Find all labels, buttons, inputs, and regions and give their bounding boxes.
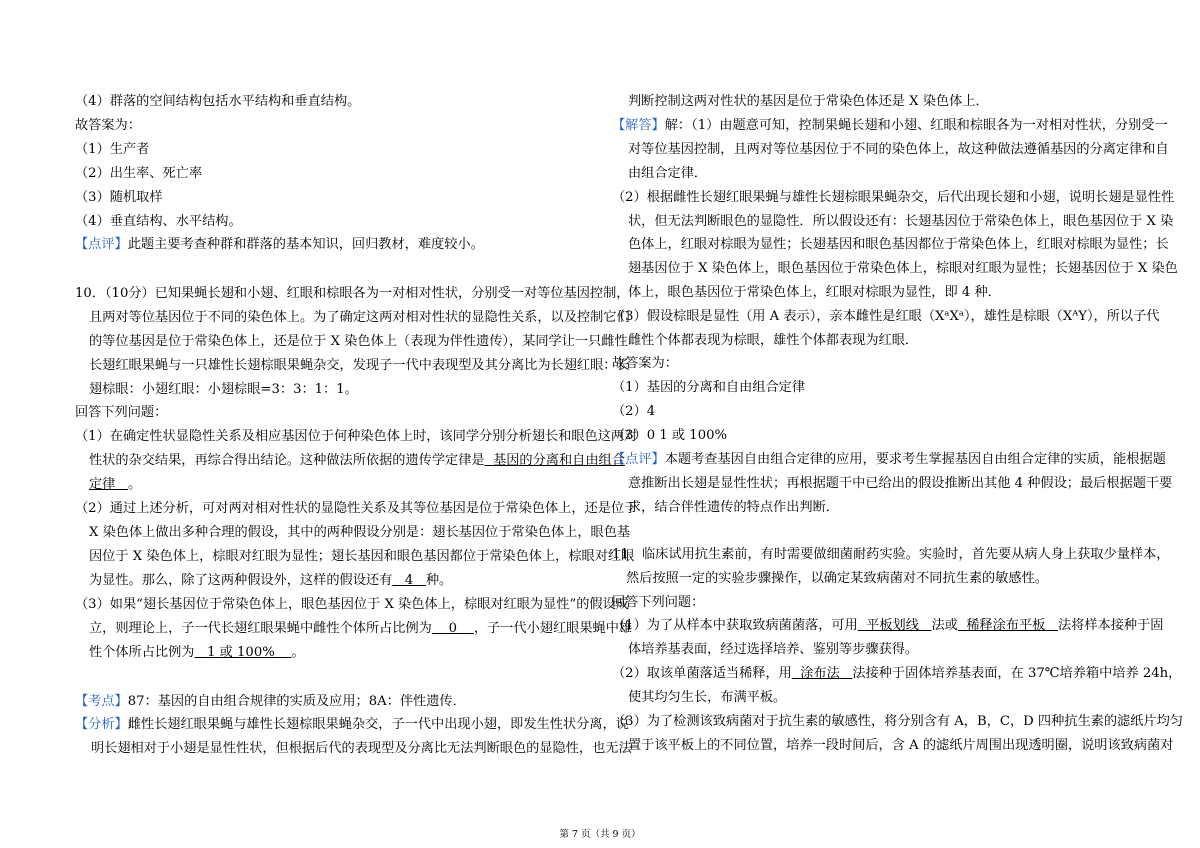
q11-p1-mid: 法或 — [931, 618, 958, 633]
q9-answer-1: （1）生产者 — [75, 142, 150, 157]
fenxi-continued: 判断控制这两对性状的基因是位于常染色体还是 X 染色体上． — [628, 94, 989, 109]
q9-answer-3: （3）随机取样 — [75, 190, 163, 205]
q10-answer-2: （2）4 — [612, 404, 656, 419]
q10-p2-line1: （2）通过上述分析，可对两对相对性状的显隐性关系及其等位基因是位于常染色体上，还是位于 — [75, 501, 638, 516]
q10-p3-answer2 — [195, 645, 292, 660]
sol2-line: （2）根据雌性长翅红眼果蝇与雄性长翅棕眼果蝇杂交，后代出现长翅和小翅，说明长翅是显性性 — [612, 190, 1175, 205]
q11-p1-after: 法将样本接种于固 — [1057, 618, 1164, 633]
q11-p1-answer1-text: 平板划线 — [866, 618, 919, 633]
q10-p2-line4 — [89, 572, 452, 590]
q11-p1-line2: 体培养基表面，经过选择培养、鉴别等步骤获得。 — [628, 642, 919, 657]
dianping-text: 本题考查基因自由组合定律的应用，要求考生掌握基因自由组合定律的实质，能根据题 — [664, 452, 1166, 467]
dianping-line: 求，结合伴性遗传的特点作出判断． — [628, 500, 839, 515]
q11-p2-text: （2）取该单菌落适当稀释，用 — [612, 666, 792, 681]
q10-p1-end: 。 — [127, 477, 142, 492]
sol2-line: 翅基因位于 X 染色体上，眼色基因位于常染色体上，棕眼对红眼为显性；长翅基因位于 X 染色 — [628, 261, 1178, 276]
q11-p2-answer-text: 涂布法 — [800, 666, 840, 681]
dianping-tag: 【点评】 — [612, 452, 665, 467]
q10-p1-answer-text: 基因的分离和自由组合 — [493, 453, 625, 468]
q10-answer-1: （1）基因的分离和自由组合定律 — [612, 380, 806, 395]
q10-p1-line1: （1）在确定性状显隐性关系及相应基因位于何种染色体上时，该同学分别分析翅长和眼色这两对 — [75, 429, 638, 444]
sol2-line: 色体上，红眼对棕眼为显性；长翅基因和眼色基因都位于常染色体上，红眼对棕眼为显性；长 — [628, 237, 1169, 252]
q10-p3-text2: ，子一代小翅红眼果蝇中雄 — [473, 621, 633, 636]
kaodian-text: 87：基因的自由组合规律的实质及应用；8A：伴性遗传． — [127, 694, 466, 709]
q10-p1-answer-text2: 定律 — [89, 477, 116, 492]
q10-stem-line: 长翅红眼果蝇与一只雄性长翅棕眼果蝇杂交，发现子一代中表现型及其分离比为长翅红眼：长 — [89, 358, 630, 373]
q10-answer-3: （3）0 1 或 100% — [612, 428, 728, 443]
q10-p3-answer1-text: 0 — [448, 621, 458, 636]
answer-header: 故答案为： — [75, 118, 141, 133]
q10-p2-answer — [392, 573, 426, 588]
q9-comment — [75, 236, 484, 254]
q10-p2-line3: 因位于 X 染色体上，棕眼对红眼为显性；翅长基因和眼色基因都位于常染色体上，棕眼对红眼 — [89, 549, 635, 564]
q10-stem-line: 10．（10分）已知果蝇长翅和小翅、红眼和棕眼各为一对相对性状，分别受一对等位基因控制， — [75, 286, 630, 301]
q11-p2-line1 — [612, 665, 1181, 683]
q10-p3-answer1 — [432, 621, 474, 636]
q10-p1-line3 — [89, 476, 141, 494]
q11-p1-text: （1）为了从样本中获取致病菌菌落，可用 — [612, 618, 858, 633]
q9-item4: （4）群落的空间结构包括水平结构和垂直结构。 — [75, 94, 361, 109]
q10-p1-line2 — [89, 452, 625, 470]
q11-p2-answer — [792, 666, 853, 681]
sol2-line: 状，但无法判断眼色的显隐性．所以假设还有：长翅基因位于常染色体上，眼色基因位于 X 染 — [628, 214, 1174, 229]
q10-p3-line2 — [89, 620, 632, 638]
jieda-line: 由组合定律． — [628, 166, 708, 181]
q11-p1-answer2-text: 稀释涂布平板 — [966, 618, 1046, 633]
sol2-line: 体上，眼色基因位于常染色体上，红眼对棕眼为显性，即 4 种． — [628, 285, 1001, 300]
q10-stem-line: 翅棕眼：小翅红眼：小翅棕眼=3：3：1：1。 — [89, 382, 358, 397]
fenxi-text: 雌性长翅红眼果蝇与雄性长翅棕眼果蝇杂交，子一代中出现小翅，即发生性状分离，说 — [127, 717, 629, 732]
q10-p2-line2: X 染色体上做出多种合理的假设，其中的两种假设分别是：翅长基因位于常染色体上，眼色基 — [89, 525, 631, 540]
q10-p2-text: 为显性。那么，除了这两种假设外，这样的假设还有 — [89, 573, 393, 588]
q11-p3-line1: （3）为了检测该致病菌对于抗生素的敏感性，将分别含有 A，B，C，D 四种抗生素的滤纸片均匀 — [612, 714, 1183, 729]
q10-p1-answer-cont — [89, 477, 128, 492]
q10-fenxi — [75, 716, 629, 734]
dianping — [612, 451, 1166, 469]
q11-p3-line2: 置于该平板上的不同位置，培养一段时间后，含 A 的滤纸片周围出现透明圈，说明该致病菌对 — [628, 738, 1174, 753]
q11-p2-line2: 使其均匀生长，布满平板。 — [628, 690, 787, 705]
fenxi-tag: 【分析】 — [75, 717, 128, 732]
q10-p1-answer — [485, 453, 625, 468]
q9-answer-2: （2）出生率、死亡率 — [75, 166, 203, 181]
jieda-tag: 【解答】 — [612, 118, 665, 133]
q11-p1-line1 — [612, 617, 1163, 635]
sol3-line: 雌性个体都表现为棕眼，雄性个体都表现为红眼． — [628, 333, 919, 348]
q11-stem-line: 11．临床试用抗生素前，有时需要做细菌耐药实验。实验时，首先要从病人身上获取少量样本， — [612, 547, 1170, 562]
q10-stem-line: 的等位基因是位于常染色体上，还是位于 X 染色体上（表现为伴性遗传），某同学让一只雌性 — [89, 334, 628, 349]
q10-p3-answer2-text: 1 或 100% — [207, 645, 275, 660]
q9-answer-4: （4）垂直结构、水平结构。 — [75, 214, 242, 229]
kaodian-tag: 【考点】 — [75, 694, 128, 709]
jieda-line: 对等位基因控制，且两对等位基因位于不同的染色体上，故这种做法遵循基因的分离定律和自 — [628, 142, 1169, 157]
q11-stem-line: 然后按照一定的实验步骤操作，以确定某致病菌对不同抗生素的敏感性。 — [626, 571, 1048, 586]
q10-p3-end: 。 — [291, 645, 305, 660]
q10-prompt: 回答下列问题： — [75, 405, 168, 420]
q11-p1-answer2 — [958, 618, 1058, 633]
q10-p2-answer-text: 4 — [404, 573, 414, 588]
comment-text: 此题主要考查种群和群落的基本知识，回归教材，难度较小。 — [127, 237, 484, 252]
q11-p2-after: 法接种于固体培养基表面，在 37℃培养箱中培养 24h， — [852, 666, 1182, 681]
jieda-text: 解：（1）由题意可知，控制果蝇长翅和小翅、红眼和棕眼各为一对相对性状，分别受一 — [664, 118, 1168, 133]
page-footer: 第 7 页（共 9 页） — [559, 829, 641, 840]
q10-p3-text: 立，则理论上，子一代长翅红眼果蝇中雌性个体所占比例为 — [89, 621, 432, 636]
q11-p1-answer1 — [858, 618, 932, 633]
dianping-line: 意推断出长翅是显性性状；再根据题干中已给出的假设推断出其他 4 种假设；最后根据题干要 — [628, 476, 1173, 491]
answer-header: 故答案为： — [612, 356, 678, 371]
q10-p3-line3 — [89, 644, 305, 662]
jieda — [612, 117, 1168, 135]
comment-tag: 【点评】 — [75, 237, 128, 252]
q10-stem-line: 且两对等位基因位于不同的染色体上。为了确定这两对相对性状的显隐性关系，以及控制它们 — [89, 310, 630, 325]
sol3-line: （3）假设棕眼是显性（用 A 表示），亲本雌性是红眼（XᵃXᵃ），雄性是棕眼（XᴬY），所以子代 — [612, 309, 1160, 324]
q11-prompt: 回答下列问题： — [612, 595, 705, 610]
q10-fenxi-line2: 明长翅相对于小翅是显性性状，但根据后代的表现型及分离比无法判断眼色的显隐性，也无法 — [91, 741, 632, 756]
q10-p1-text: 性状的杂交结果，再综合得出结论。这种做法所依据的遗传学定律是 — [89, 453, 485, 468]
q10-p2-end: 种。 — [425, 573, 453, 588]
q10-p3-line1: （3）如果“翅长基因位于常染色体上，眼色基因位于 X 染色体上，棕眼对红眼为显性”的假设成 — [75, 597, 629, 612]
q10-kaodian — [75, 693, 466, 711]
q10-p3-text3: 性个体所占比例为 — [89, 645, 195, 660]
